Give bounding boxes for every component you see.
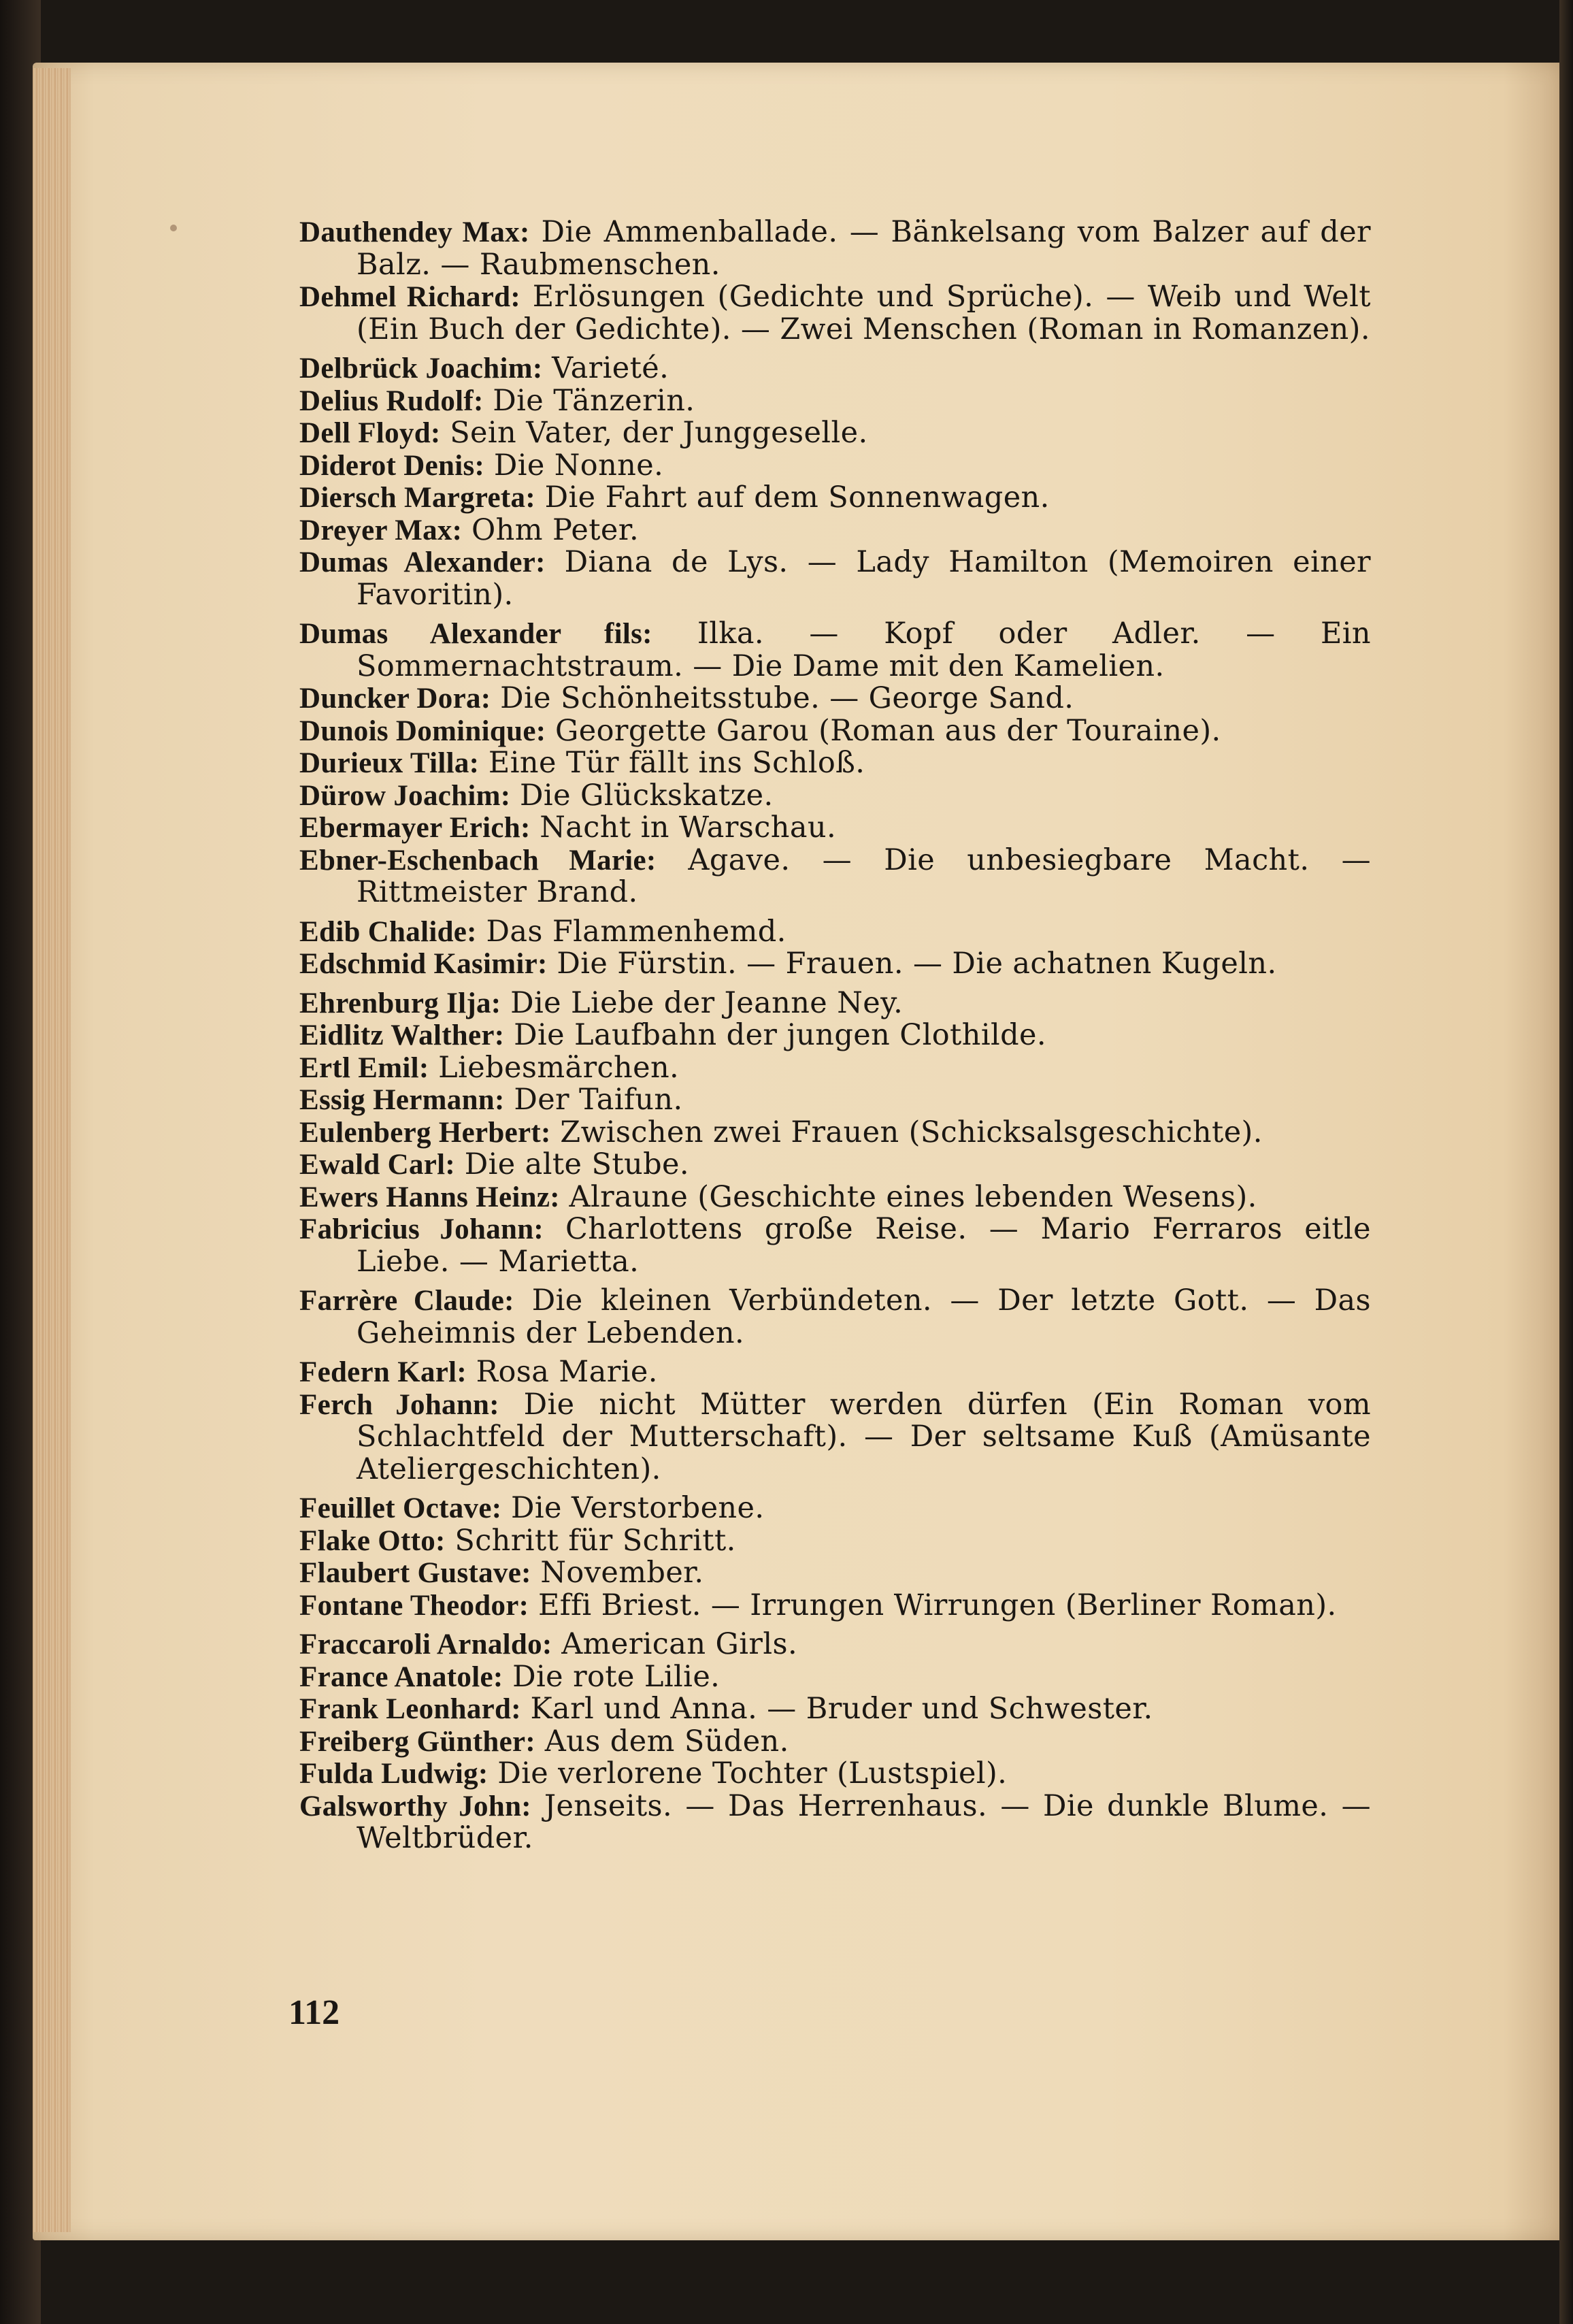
entry-author: Dauthendey Max: bbox=[299, 216, 530, 248]
entry-titles: Die verlorene Tochter (Lustspiel). bbox=[497, 1756, 1008, 1790]
list-item bbox=[299, 417, 1371, 450]
entry-titles: Alraune (Geschichte eines lebenden Wesens). bbox=[569, 1179, 1257, 1214]
entry-author: Ewald Carl: bbox=[299, 1149, 456, 1181]
list-item bbox=[299, 1285, 1371, 1349]
entry-titles: Die Liebe der Jeanne Ney. bbox=[510, 985, 904, 1020]
entry-titles: Die Tänzerin. bbox=[493, 383, 695, 418]
entry-titles: Die Verstorbene. bbox=[511, 1491, 765, 1525]
list-item bbox=[299, 1084, 1371, 1117]
entry-author: Dehmel Richard: bbox=[299, 281, 521, 313]
list-item bbox=[299, 683, 1371, 715]
entry-author: Delbrück Joachim: bbox=[299, 353, 543, 384]
list-item bbox=[299, 618, 1371, 683]
entry-titles: Sein Vater, der Junggeselle. bbox=[450, 416, 868, 450]
list-item bbox=[299, 1052, 1371, 1085]
list-item bbox=[299, 1629, 1371, 1661]
list-item bbox=[299, 450, 1371, 482]
entry-titles: Effi Briest. — Irrungen Wirrungen (Berliner Roman). bbox=[537, 1588, 1337, 1622]
entry-titles: Varieté. bbox=[552, 351, 669, 385]
entry-titles: Die Fahrt auf dem Sonnenwagen. bbox=[544, 480, 1050, 514]
list-item bbox=[299, 812, 1371, 845]
entry-titles: Eine Tür fällt ins Schloß. bbox=[488, 746, 865, 780]
entry-author: Ewers Hanns Heinz: bbox=[299, 1181, 560, 1213]
entry-author: Eidlitz Walther: bbox=[299, 1019, 505, 1051]
entry-titles: Die kleinen Verbündeten. — Der letzte Gott. — Das Geheimnis der Lebenden. bbox=[357, 1283, 1371, 1350]
entry-titles: Ohm Peter. bbox=[471, 512, 640, 547]
list-item bbox=[299, 216, 1371, 281]
list-item bbox=[299, 1389, 1371, 1486]
entry-author: Dumas Alexander fils: bbox=[299, 618, 652, 650]
list-item bbox=[299, 1525, 1371, 1558]
right-edge-shadow bbox=[1559, 0, 1573, 2324]
entry-author: Ebner-Eschenbach Marie: bbox=[299, 844, 657, 877]
ink-speck bbox=[170, 225, 177, 231]
entry-author: Durieux Tilla: bbox=[299, 747, 480, 779]
entry-author: Feuillet Octave: bbox=[299, 1492, 502, 1524]
list-item bbox=[299, 281, 1371, 346]
entry-author: Farrère Claude: bbox=[299, 1285, 514, 1317]
entry-author: Fraccaroli Arnaldo: bbox=[299, 1629, 552, 1660]
entry-titles: Die Laufbahn der jungen Clothilde. bbox=[514, 1018, 1046, 1052]
entry-author: Flaubert Gustave: bbox=[299, 1557, 531, 1589]
entry-author: Ehrenburg Ilja: bbox=[299, 987, 501, 1019]
entry-author: Duncker Dora: bbox=[299, 683, 491, 715]
entry-titles: Die Nonne. bbox=[493, 448, 664, 482]
list-item bbox=[299, 780, 1371, 813]
list-item bbox=[299, 514, 1371, 547]
list-item bbox=[299, 1557, 1371, 1590]
entry-author: Fulda Ludwig: bbox=[299, 1758, 489, 1790]
entry-titles: Aus dem Süden. bbox=[544, 1724, 789, 1758]
entry-author: Fontane Theodor: bbox=[299, 1589, 529, 1622]
list-item bbox=[299, 546, 1371, 611]
entry-titles: Ilka. — Kopf oder Adler. — Ein Sommernachtstraum. — Die Dame mit den Kamelien. bbox=[357, 617, 1371, 683]
entry-author: Dumas Alexander: bbox=[299, 546, 546, 578]
list-item bbox=[299, 1019, 1371, 1052]
entry-titles: Jenseits. — Das Herrenhaus. — Die dunkle Blume. — Weltbrüder. bbox=[357, 1788, 1372, 1855]
entry-author: Dreyer Max: bbox=[299, 514, 463, 546]
entry-titles: Die Glückskatze. bbox=[520, 778, 774, 813]
entry-titles: Die rote Lilie. bbox=[512, 1659, 721, 1694]
entry-titles: Erlösungen (Gedichte und Sprüche). — Weib und Welt (Ein Buch der Gedichte). — Zwei Menschen (Roman in Romanzen). bbox=[357, 280, 1371, 346]
entry-titles: Der Taifun. bbox=[514, 1083, 683, 1117]
entry-titles: Nacht in Warschau. bbox=[540, 811, 837, 845]
entry-author: Dell Floyd: bbox=[299, 417, 441, 449]
entry-author: Ebermayer Erich: bbox=[299, 812, 531, 844]
entry-titles: Schritt für Schritt. bbox=[454, 1523, 736, 1558]
entry-author: France Anatole: bbox=[299, 1660, 503, 1693]
entry-titles: American Girls. bbox=[561, 1627, 798, 1661]
entry-author: Diderot Denis: bbox=[299, 449, 485, 482]
entry-author: Diersch Margreta: bbox=[299, 482, 535, 514]
entry-titles: Die Schönheitsstube. — George Sand. bbox=[500, 681, 1074, 715]
entry-titles: Liebesmärchen. bbox=[438, 1050, 680, 1085]
list-item bbox=[299, 385, 1371, 418]
entry-author: Edib Chalide: bbox=[299, 915, 477, 948]
entry-author: Edschmid Kasimir: bbox=[299, 948, 548, 980]
entry-author: Federn Karl: bbox=[299, 1356, 467, 1388]
list-item bbox=[299, 715, 1371, 748]
entry-titles: Die alte Stube. bbox=[464, 1147, 689, 1181]
list-item bbox=[299, 916, 1371, 949]
entry-author: Galsworthy John: bbox=[299, 1790, 531, 1822]
entry-titles: Agave. — Die unbesiegbare Macht. — Rittmeister Brand. bbox=[357, 842, 1371, 909]
list-item bbox=[299, 353, 1371, 385]
list-item bbox=[299, 1213, 1371, 1278]
entry-author: Dunois Dominique: bbox=[299, 715, 546, 747]
entry-titles: Die nicht Mütter werden dürfen (Ein Roman vom Schlachtfeld der Mutterschaft). — Der seltsame Kuß (Amüsante Ateliergeschichten). bbox=[357, 1387, 1372, 1486]
entry-author: Essig Hermann: bbox=[299, 1084, 505, 1116]
entry-author: Eulenberg Herbert: bbox=[299, 1116, 551, 1149]
list-item bbox=[299, 1726, 1371, 1758]
entry-author: Flake Otto: bbox=[299, 1524, 446, 1557]
entry-author: Freiberg Günther: bbox=[299, 1725, 536, 1758]
entry-author: Ferch Johann: bbox=[299, 1388, 499, 1421]
list-item bbox=[299, 1758, 1371, 1790]
list-item bbox=[299, 747, 1371, 780]
list-item bbox=[299, 1661, 1371, 1694]
bibliography-list bbox=[299, 216, 1371, 1855]
list-item bbox=[299, 482, 1371, 514]
list-item bbox=[299, 1590, 1371, 1622]
entry-author: Delius Rudolf: bbox=[299, 384, 484, 417]
list-item bbox=[299, 948, 1371, 981]
entry-author: Fabricius Johann: bbox=[299, 1213, 544, 1245]
entry-titles: Rosa Marie. bbox=[476, 1355, 658, 1389]
list-item bbox=[299, 1149, 1371, 1181]
list-item bbox=[299, 1693, 1371, 1726]
list-item bbox=[299, 1117, 1371, 1149]
page-edges bbox=[33, 68, 71, 2232]
entry-titles: Diana de Lys. — Lady Hamilton (Memoiren einer Favoritin). bbox=[357, 545, 1372, 612]
list-item bbox=[299, 842, 1371, 909]
list-item bbox=[299, 1356, 1371, 1389]
entry-titles: Georgette Garou (Roman aus der Touraine). bbox=[555, 713, 1221, 748]
entry-author: Frank Leonhard: bbox=[299, 1693, 521, 1725]
entry-author: Ertl Emil: bbox=[299, 1051, 429, 1084]
entry-titles: Charlottens große Reise. — Mario Ferraros eitle Liebe. — Marietta. bbox=[357, 1212, 1371, 1279]
entry-titles: Zwischen zwei Frauen (Schicksalsgeschichte). bbox=[560, 1115, 1263, 1149]
entry-titles: Das Flammenhemd. bbox=[486, 914, 786, 949]
entry-author: Dürow Joachim: bbox=[299, 779, 511, 812]
list-item bbox=[299, 1492, 1371, 1525]
entry-titles: Karl und Anna. — Bruder und Schwester. bbox=[530, 1692, 1153, 1726]
page-number: 112 bbox=[288, 1993, 340, 2032]
list-item bbox=[299, 1181, 1371, 1214]
entry-titles: November. bbox=[540, 1556, 704, 1590]
list-item bbox=[299, 1790, 1371, 1855]
list-item bbox=[299, 987, 1371, 1020]
entry-titles: Die Fürstin. — Frauen. — Die achatnen Kugeln. bbox=[557, 947, 1277, 981]
entry-titles: Die Ammenballade. — Bänkelsang vom Balzer auf der Balz. — Raubmenschen. bbox=[357, 215, 1371, 282]
